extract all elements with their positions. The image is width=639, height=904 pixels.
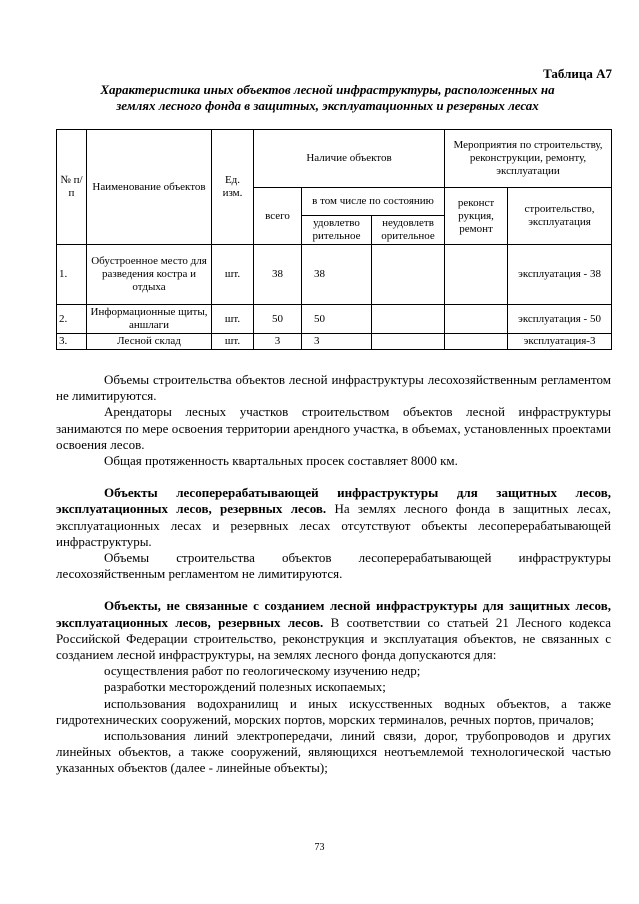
infrastructure-table — [56, 129, 612, 350]
cell-unit: шт. — [212, 334, 254, 350]
col-header-unsatisfactory: неудовлетв орительное — [372, 216, 445, 245]
cell-construction: эксплуатация - 38 — [508, 245, 612, 305]
cell-name: Лесной склад — [87, 334, 212, 350]
col-header-satisfactory: удовлетво рительное — [302, 216, 372, 245]
cell-satisfactory: 50 — [302, 305, 372, 334]
col-header-reconstruction: реконст рукция, ремонт — [445, 188, 508, 245]
cell-satisfactory: 3 — [302, 334, 372, 350]
paragraph: Объемы строительства объектов лесной инфраструктуры лесохозяйственным регламентом не лимитируются. — [56, 372, 611, 404]
table-title-line-2: землях лесного фонда в защитных, эксплуатационных и резервных лесах — [116, 98, 539, 113]
paragraph: Общая протяженность квартальных просек составляет 8000 км. — [104, 453, 458, 469]
table-row — [57, 245, 612, 305]
cell-num: 2. — [57, 305, 87, 334]
paragraph-text: В соответствии со статьей 21 Лесного кодекса Российской Федерации строительство, реконструкция и эксплуатация объектов, не связанных с созданием лесной инфраструктуры, на землях лесного фонда допускаются для: — [56, 614, 611, 663]
paragraph-text: На землях лесного фонда в защитных лесах, эксплуатационных лесах и резервных лесах отсутствуют объекты лесоперерабатывающей инфраструктуры. — [56, 501, 611, 549]
cell-unit: шт. — [212, 305, 254, 334]
cell-total: 3 — [254, 334, 302, 350]
cell-unit: шт. — [212, 245, 254, 305]
list-item: использования линий электропередачи, линий связи, дорог, трубопроводов и других линейных объектов, а также сооружений, являющихся неотъемлемой технологической частью указанных объектов (далее - линейные объекты); — [56, 728, 611, 776]
cell-total: 38 — [254, 245, 302, 305]
paragraph: Арендаторы лесных участков строительством объектов лесной инфраструктуры занимаются по мере освоения территории арендного участка, в объемах, установленных проектами освоения лесов. — [56, 404, 611, 452]
paragraph — [56, 598, 611, 663]
section-heading-processing: Объекты лесоперерабатывающей инфраструктуры для защитных лесов, эксплуатационных лесов, резервных лесов. — [56, 485, 611, 517]
table-label: Таблица А7 — [543, 66, 612, 81]
table-row — [57, 305, 612, 334]
list-item: разработки месторождений полезных ископаемых; — [104, 679, 386, 695]
table-title-line-1: Характеристика иных объектов лесной инфраструктуры, расположенных на — [100, 82, 555, 97]
col-header-num: № п/п — [57, 130, 87, 245]
cell-construction: эксплуатация - 50 — [508, 305, 612, 334]
cell-num: 1. — [57, 245, 87, 305]
col-header-total: всего — [254, 188, 302, 245]
cell-unsatisfactory — [372, 245, 445, 305]
body-text — [56, 372, 611, 777]
cell-reconstruction — [445, 245, 508, 305]
cell-total: 50 — [254, 305, 302, 334]
page-number: 73 — [314, 842, 325, 853]
col-header-construction: строительство, эксплуатация — [508, 188, 612, 245]
col-header-measures: Мероприятия по строительству, реконструкции, ремонту, эксплуатации — [445, 130, 612, 188]
table-title — [56, 82, 599, 114]
paragraph — [56, 485, 611, 550]
col-header-unit: Ед. изм. — [212, 130, 254, 245]
cell-unsatisfactory — [372, 305, 445, 334]
cell-satisfactory: 38 — [302, 245, 372, 305]
table-row — [57, 334, 612, 350]
col-header-presence: Наличие объектов — [254, 130, 445, 188]
cell-construction: эксплуатация-3 — [508, 334, 612, 350]
cell-reconstruction — [445, 334, 508, 350]
paragraph: Объемы строительства объектов лесоперерабатывающей инфраструктуры лесохозяйственным регламентом не лимитируются. — [56, 550, 611, 582]
section-heading-non-infrastructure: Объекты, не связанные с созданием лесной инфраструктуры для защитных лесов, эксплуатационных лесов, резервных лесов. — [56, 598, 611, 630]
col-header-by-state: в том числе по состоянию — [302, 188, 445, 216]
cell-unsatisfactory — [372, 334, 445, 350]
col-header-name: Наименование объектов — [87, 130, 212, 245]
cell-reconstruction — [445, 305, 508, 334]
list-item: использования водохранилищ и иных искусственных водных объектов, а также гидротехнических сооружений, морских портов, морских терминалов, речных портов, причалов; — [56, 695, 611, 727]
cell-name: Обустроенное место для разведения костра и отдыха — [87, 245, 212, 305]
cell-name: Информационные щиты, аншлаги — [87, 305, 212, 334]
cell-num: 3. — [57, 334, 87, 350]
list-item: осуществления работ по геологическому изучению недр; — [104, 663, 421, 679]
